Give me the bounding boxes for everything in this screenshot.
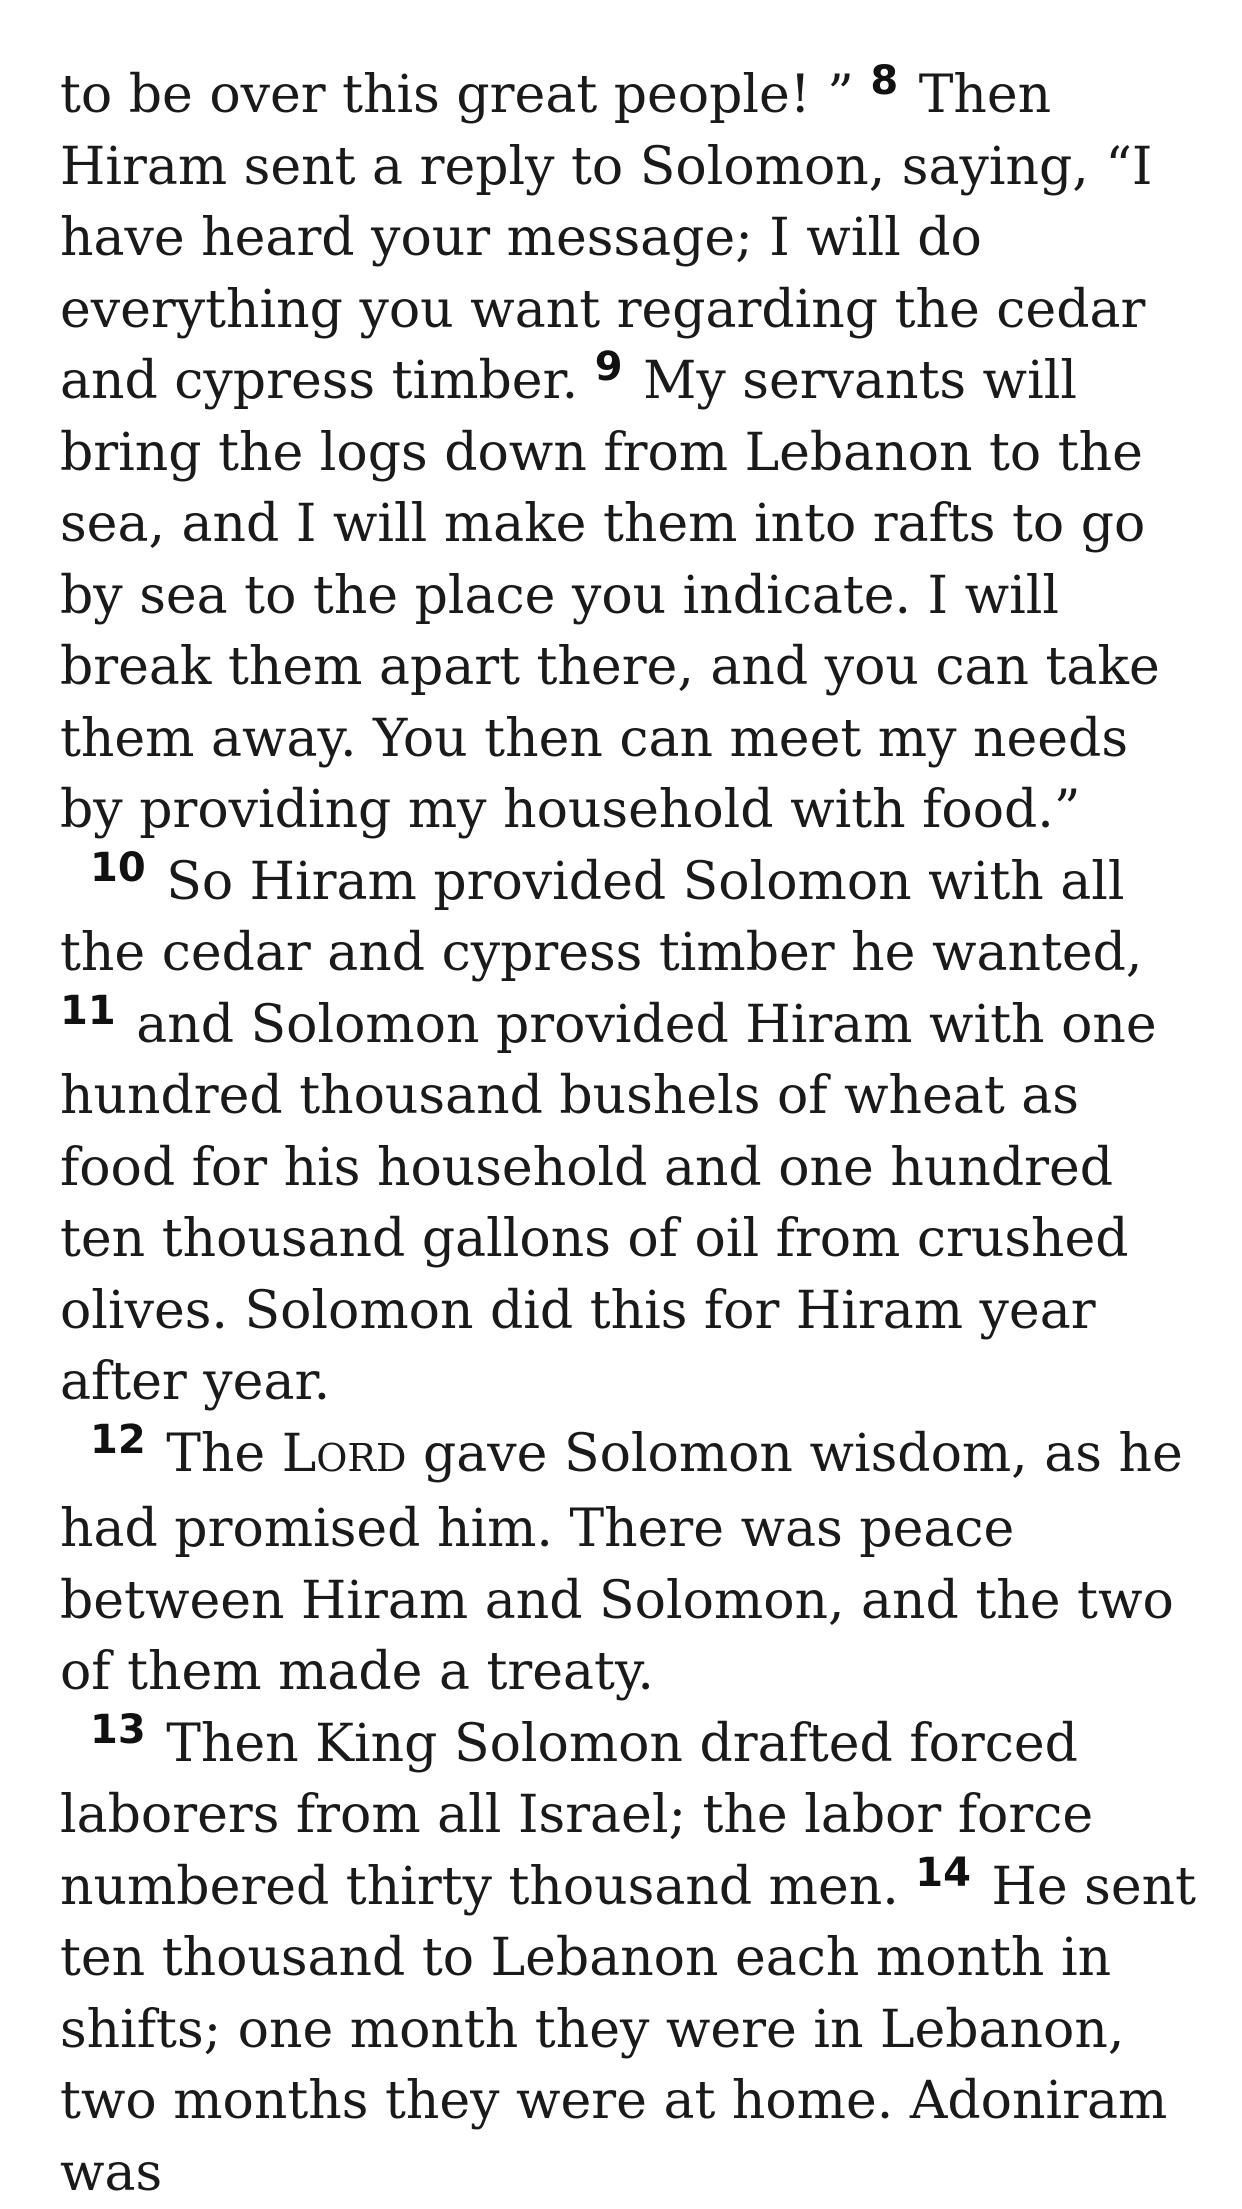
verse-number-8[interactable]: 8 — [870, 58, 898, 104]
verse-11-text: and Solomon provided Hiram with one hundred thousand bushels of wheat as food for his household and one hundred ten thousand gallons of oil from crushed olives. Solomon did this for Hiram year after year. — [60, 995, 1157, 1413]
verse-8-text: Then Hiram sent a reply to Solomon, saying, “I have heard your message; I will do everything you want regarding the cedar and cypress timber. — [60, 65, 1152, 411]
paragraph-verse-12 — [60, 1419, 1200, 1709]
paragraph-verses-10-11 — [60, 847, 1200, 1419]
verse-number-14[interactable]: 14 — [915, 1850, 971, 1896]
verse-number-10[interactable]: 10 — [90, 845, 146, 891]
verse-number-11[interactable]: 11 — [60, 988, 116, 1034]
paragraph-verses-13-14 — [60, 1709, 1200, 2209]
scripture-reader — [60, 60, 1200, 2209]
verse-14-text: He sent ten thousand to Lebanon each month in shifts; one month they were in Lebanon, two months they were at home. Adoniram was — [60, 1857, 1196, 2203]
verse-12-text-end: gave Solomon wisdom, as he had promised him. There was peace between Hiram and Solomon, and the two of them made a treaty. — [60, 1424, 1183, 1703]
verse-7-ending: to be over this great people! ” — [60, 65, 870, 125]
divine-name-lord — [282, 1424, 407, 1484]
verse-13-text: Then King Solomon drafted forced laborers from all Israel; the labor force numbered thirty thousand men. — [60, 1714, 1093, 1917]
verse-10-text: So Hiram provided Solomon with all the cedar and cypress timber he wanted, — [60, 852, 1142, 984]
divine-name-smallcaps: ORD — [316, 1436, 406, 1480]
verse-number-13[interactable]: 13 — [90, 1707, 146, 1753]
verse-9-text: My servants will bring the logs down from Lebanon to the sea, and I will make them into rafts to go by sea to the place you indicate. I will break them apart there, and you can take them away. You then can meet my needs by providing my household with food.” — [60, 351, 1160, 840]
verse-number-12[interactable]: 12 — [90, 1417, 146, 1463]
verse-12-text-start: The — [150, 1424, 282, 1484]
paragraph-verses-8-9 — [60, 60, 1200, 847]
divine-name-initial: L — [282, 1424, 317, 1484]
verse-number-9[interactable]: 9 — [595, 344, 623, 390]
